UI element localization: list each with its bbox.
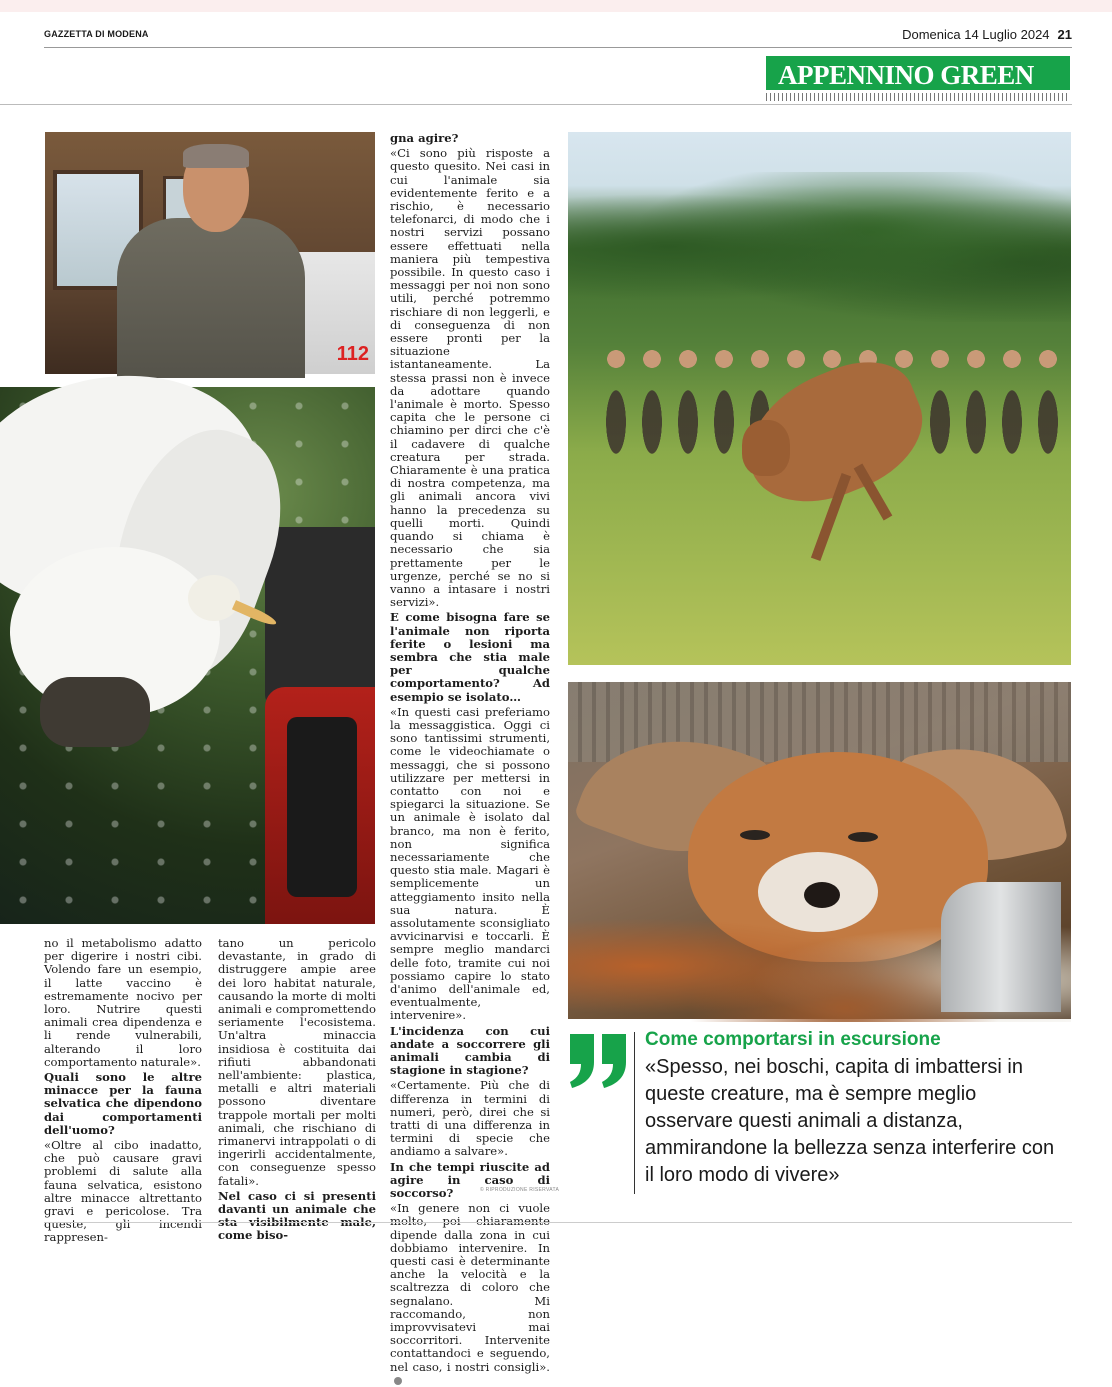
hand-shape xyxy=(40,677,150,747)
rescue-boxes-shape xyxy=(295,252,375,374)
end-of-article-dot xyxy=(394,1377,402,1385)
question-text: Nel caso ci si presenti davanti un animale che sta visibilmente male, come biso- xyxy=(218,1188,376,1243)
header-rule xyxy=(44,47,1072,48)
deer-photo xyxy=(568,132,1071,665)
quote-icon xyxy=(568,1030,630,1090)
footer-rule xyxy=(44,1222,1072,1223)
dateline xyxy=(902,27,1072,42)
page-number: 21 xyxy=(1057,27,1072,42)
quote-title: Come comportarsi in escursione xyxy=(645,1029,941,1050)
deer-head xyxy=(742,420,790,476)
egret-photo xyxy=(0,387,375,924)
trees-shape xyxy=(568,172,1071,322)
issue-date: Domenica 14 Luglio 2024 xyxy=(902,27,1050,42)
question-text: E come bisogna fare se l'animale non riporta ferite o lesioni ma sembra che stia male per qualche comportamento? Ad esempio se isolato… xyxy=(390,610,550,704)
question-text: In che tempi riuscite ad agire in caso di soccorso? xyxy=(390,1159,550,1201)
answer-text: no il metabolismo adatto per digerire i nostri cibi. Volendo fare un esempio, il latte vaccino è estremamente nocivo per loro. Nutrire questi animali crea dipendenza e li rende vulnerabili, alterando il loro comportamento naturale». xyxy=(44,936,202,1069)
section-banner xyxy=(766,56,1070,90)
section-tick-rule xyxy=(766,93,1070,101)
person-body xyxy=(117,218,305,378)
article-column-left xyxy=(44,937,202,1245)
egret-head xyxy=(188,575,240,621)
fox-eye xyxy=(848,832,878,842)
metal-bowl-shape xyxy=(941,882,1061,1012)
top-strip xyxy=(0,0,1112,12)
answer-text: «Certamente. Più che di differenza in termini di numeri, però, direi che si tratti di una differenza in termini di specie che andiamo a salvare». xyxy=(390,1078,550,1159)
copyright-note: © RIPRODUZIONE RISERVATA xyxy=(480,1187,560,1193)
question-text: gna agire? xyxy=(390,131,459,145)
article-column-center xyxy=(390,132,550,1387)
quote-divider xyxy=(634,1032,635,1194)
fox-eye xyxy=(740,830,770,840)
man-photo xyxy=(45,132,375,374)
answer-text: «Ci sono più risposte a questo quesito. Nei casi in cui l'animale sia evidentemente ferito e a rischio, è necessario telefonarci, di modo che i nostri servizi possano essere effettuati nella maniera più tempestiva possibile. In questo caso i messaggi per noi non sono utili, perché potremmo rischiare di non leggerli, e di conseguenza di non essere pronti per la situazione istantaneamente. La stessa prassi non è invece da adottare quando l'animale è morto. Spesso capita che le persone ci chiamino per dirci che c'è il cadavere di qualche creatura per strada. Chiaramente è una pratica di nostra competenza, ma gli animali ancora vivi hanno la precedenza su quelli morti. Quindi quando si chiama è necessario che sia prettamente per le urgenze, perché se no si vanno a intasare i nostri servizi». xyxy=(390,146,550,610)
question-text: L'incidenza con cui andate a soccorrere gli animali cambia di stagione in stagione? xyxy=(390,1023,550,1078)
answer-text: «Oltre al cibo inadatto, che può causare gravi problemi di salute alla fauna selvatica, esistono altre minacce altrettanto gravi e pericolose. Tra queste, gli incendi rappresen- xyxy=(44,1138,202,1245)
answer-text: tano un pericolo devastante, in grado di distruggere ampie aree dei loro habitat naturale, causando la morte di molti animali e compromettendo seriamente l'ecosistema. Un'altra minaccia insidiosa è costituita dai rifiuti abbandonati nell'ambiente: plastica, metalli e altri materiali possono diventare trappole mortali per molti animali, che rischiano di rimanervi intrappolati o di ingerirli accidentalmente, con conseguenze spesso fatali». xyxy=(218,936,376,1188)
section-title: APPENNINO GREEN xyxy=(778,60,1034,90)
truck-mirror-shape xyxy=(265,527,375,707)
question-text: Quali sono le altre minacce per la fauna selvatica che dipendono dai comportamenti dell'uomo? xyxy=(44,1070,202,1137)
article-column-middle xyxy=(218,937,376,1243)
person-shape xyxy=(117,142,305,374)
fox-photo xyxy=(568,682,1071,1019)
section-rule xyxy=(0,104,1072,105)
person-hair xyxy=(183,144,249,168)
answer-text xyxy=(390,1202,550,1387)
masthead: GAZZETTA DI MODENA xyxy=(44,29,149,39)
answer-text: «In questi casi preferiamo la messaggistica. Oggi ci sono tantissimi strumenti, come le videochiamate o messaggi, che si possono utilizzare per mettersi in contatto con noi e spiegarci la situazione. Se un animale è isolato dal branco, ma non è ferito, non significa necessariamente che questo stia male. Magari è semplicemente un atteggiamento insito nella sua natura. È assolutamente sconsigliato avvicinarvisi e toccarli. È sempre meglio mandarci delle foto, tramite cui noi possiamo capire lo stato d'animo dell'animale ed, eventualmente, intervenire». xyxy=(390,704,550,1023)
answer-text-final: «In genere non ci vuole molto, poi chiaramente dipende dalla zona in cui dobbiamo intervenire. In questi casi è determinante anche la velocità e la scaltrezza di coloro che segnalano. Mi raccomando, non improvvisatevi mai soccorritori. Intervenite contattandoci e seguendo, nel caso, i nostri consigli». xyxy=(390,1201,550,1374)
truck-window-shape xyxy=(287,717,357,897)
quote-text: «Spesso, nei boschi, capita di imbattersi in queste creature, ma è sempre meglio osservare questi animali a distanza, ammirandone la bellezza senza interferire con il loro modo di vivere» xyxy=(645,1056,1055,1186)
